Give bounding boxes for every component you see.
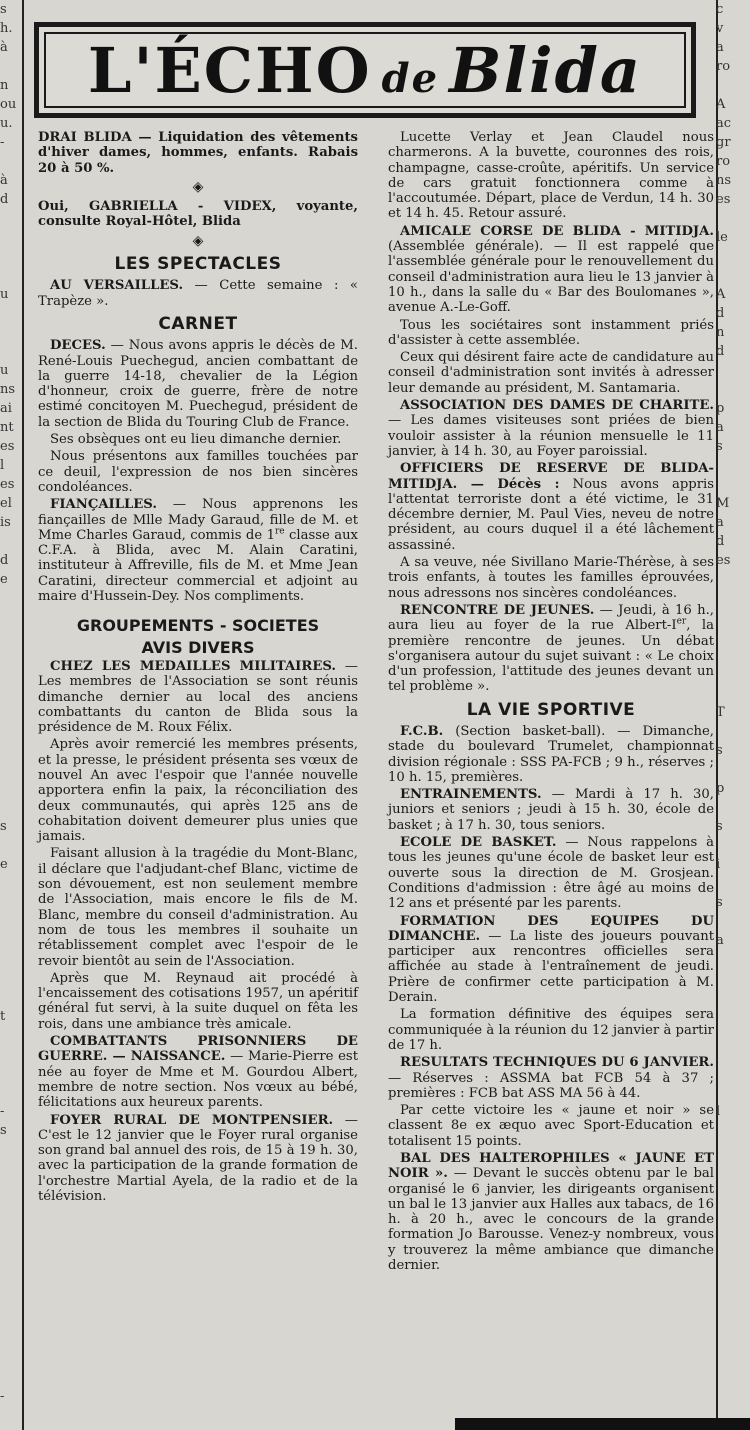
edge-fragment: d <box>0 553 9 568</box>
edge-fragment <box>716 627 750 646</box>
body: — Cette semaine : « Trapèze ». <box>38 278 358 309</box>
edge-fragment <box>0 532 22 551</box>
body: — Devant le succès obtenu par le bal organisé le 6 janvier, les dirigeants organisent un bal le 13 janvier aux Halles aux tabacs, de 16 h. à 20 h., avec le concours de la grande formation Jo Barousse. Venez-y nombreux, vous y trouverez la même ambiance que dimanche dernier. <box>388 1166 714 1274</box>
edge-fragment <box>716 361 750 380</box>
lead: AU VERSAILLES. <box>50 278 184 294</box>
edge-fragment: ou <box>0 97 17 112</box>
edge-fragment: T <box>716 705 725 720</box>
lead: ECOLE DE BASKET. <box>400 835 557 851</box>
edge-fragment <box>716 1330 750 1349</box>
edge-fragment <box>0 836 22 855</box>
edge-fragment <box>0 266 22 285</box>
left-adjacent-column-fragment <box>0 0 22 1430</box>
item-dames-charite <box>388 398 714 459</box>
edge-fragment <box>0 931 22 950</box>
right-adjacent-column-fragment <box>716 0 750 1430</box>
edge-fragment: u. <box>0 116 13 131</box>
edge-fragment: es <box>0 439 15 454</box>
edge-fragment: s <box>0 2 7 17</box>
item-prisonniers <box>38 1034 358 1110</box>
edge-fragment <box>0 684 22 703</box>
edge-fragment <box>0 1045 22 1064</box>
edge-fragment <box>716 76 750 95</box>
edge-fragment <box>716 760 750 779</box>
edge-fragment <box>0 722 22 741</box>
lead: FORMATION DES EQUIPES DU DIMANCHE. <box>388 913 714 944</box>
edge-fragment <box>0 1425 22 1430</box>
edge-fragment <box>716 950 750 969</box>
edge-fragment: e <box>0 857 8 872</box>
edge-fragment: ns <box>716 173 732 188</box>
edge-fragment <box>716 912 750 931</box>
item-amicale-corse <box>388 224 714 316</box>
edge-fragment <box>0 304 22 323</box>
masthead-title <box>88 34 642 107</box>
lead: F.C.B. <box>400 723 444 739</box>
body: — Les dames visiteuses sont priées de bien vouloir assister à la réunion mensuelle le 11 janvier, à 14 h. 30, au Foyer paroissial. <box>388 413 714 459</box>
edge-fragment <box>716 836 750 855</box>
edge-fragment <box>716 1292 750 1311</box>
edge-fragment <box>0 1178 22 1197</box>
edge-fragment <box>716 722 750 741</box>
edge-fragment: ac <box>716 116 732 131</box>
heading-avis-divers: AVIS DIVERS <box>141 637 255 657</box>
edge-fragment <box>716 1178 750 1197</box>
lead: BAL DES HALTEROPHILES « JAUNE ET NOIR ». <box>388 1151 714 1182</box>
edge-fragment <box>0 1292 22 1311</box>
edge-fragment: u <box>0 287 9 302</box>
ad-gabriella: Oui, GABRIELLA - VIDEX, voyante, consulte Royal-Hôtel, Blida <box>38 199 358 230</box>
edge-fragment <box>0 209 22 228</box>
item-deces <box>38 338 358 430</box>
edge-fragment <box>0 1064 22 1083</box>
lead: ASSOCIATION DES DAMES DE CHARITE. <box>400 398 714 414</box>
body: — La liste des joueurs pouvant participer aux rencontres officielles sera affichée au stade à l'entraînement de jeudi. Prière de confirmer cette participation à M. Derain. <box>388 928 714 1006</box>
edge-fragment: es <box>716 553 731 568</box>
heading-vie-sportive: LA VIE SPORTIVE <box>466 699 636 720</box>
masthead-city: Blida <box>449 33 643 107</box>
edge-fragment: s <box>716 743 723 758</box>
body: — Réserves : ASSMA bat FCB 54 à 37 ; premières : FCB bat ASS MA 56 à 44. <box>388 1070 714 1101</box>
edge-fragment: d <box>716 534 725 549</box>
edge-fragment <box>0 627 22 646</box>
masthead-de: de <box>381 54 440 102</box>
paragraph: A sa veuve, née Sivillano Marie-Thérèse, à ses trois enfants, à toutes les familles éprouvées, nous adressons nos sincères condoléances. <box>388 555 714 601</box>
edge-fragment <box>716 1254 750 1273</box>
column-left <box>38 130 358 1206</box>
body: — Les membres de l'Association se sont réunis dimanche dernier au local des anciens combattants du canton de Blida sous la présidence de M. Roux Félix. <box>38 658 358 736</box>
body: — Nous avons appris le décès de M. René-Louis Puechegud, ancien combattant de la guerre 14-18, chevalier de la Légion d'honneur, croix de guerre, frère de notre estimé concitoyen M. Puechegud, président de la section de Blida du Touring Club de France. <box>38 338 358 430</box>
edge-fragment: e <box>0 572 8 587</box>
edge-fragment <box>0 912 22 931</box>
body: — C'est le 12 janvier que le Foyer rural organise son grand bal annuel des rois, de 15 à 19 h. 30, avec la participation de la grande formation de l'orchestre Martial Ayela, de la radio et de la télévision. <box>38 1112 358 1204</box>
paragraph: La formation définitive des équipes sera communiquée à la réunion du 12 janvier à partir de 17 h. <box>388 1007 714 1053</box>
bottom-rule <box>455 1418 750 1430</box>
edge-fragment <box>716 1349 750 1368</box>
edge-fragment: a <box>716 420 724 435</box>
masthead-prefix: L'ÉCHO <box>87 33 372 107</box>
edge-fragment <box>0 1349 22 1368</box>
superscript: er <box>676 616 687 627</box>
item-fiancailles <box>38 497 358 604</box>
edge-fragment <box>0 646 22 665</box>
edge-fragment <box>0 1235 22 1254</box>
edge-fragment: - <box>0 1389 5 1404</box>
lead: RENCONTRE DE JEUNES. <box>400 602 595 618</box>
edge-fragment: el <box>0 496 12 511</box>
edge-fragment: - <box>0 135 5 150</box>
edge-fragment <box>0 950 22 969</box>
edge-fragment <box>716 1197 750 1216</box>
edge-fragment <box>716 1368 750 1387</box>
heading-spectacles: LES SPECTACLES <box>114 254 282 275</box>
edge-fragment <box>716 665 750 684</box>
edge-fragment: es <box>716 192 731 207</box>
lead: FOYER RURAL DE MONTPENSIER. <box>50 1112 334 1128</box>
lead: RESULTATS TECHNIQUES DU 6 JANVIER. <box>400 1055 714 1071</box>
paragraph: Nous présentons aux familles touchées par ce deuil, l'expression de nos bien sincères condoléances. <box>38 449 358 495</box>
edge-fragment: à <box>0 40 8 55</box>
edge-fragment: u <box>0 363 9 378</box>
edge-fragment: a <box>716 933 724 948</box>
edge-fragment <box>0 988 22 1007</box>
item-foyer-rural <box>38 1113 358 1205</box>
edge-fragment <box>716 1121 750 1140</box>
edge-fragment: p <box>716 781 725 796</box>
paragraph: Faisant allusion à la tragédie du Mont-Blanc, il déclare que l'adjudant-chef Blanc, victime de son dévouement, est non seulement membre de l'Association, mais encore le fils de M. Blanc, membre du conseil d'administration. Au nom de tous les membres il souhaite un rétablissement complet avec l'espoir de le revoir bientôt au sein de l'Association. <box>38 846 358 969</box>
edge-fragment <box>716 874 750 893</box>
paragraph: Après avoir remercié les membres présents, et la presse, le président présenta ses vœux de nouvel An avec l'espoir que l'année nouvelle apportera enfin la paix, la réconciliation des deux communautés, qui après 125 ans de cohabitation doivent demeurer plus unies que jamais. <box>38 737 358 845</box>
edge-fragment <box>0 1197 22 1216</box>
edge-fragment <box>0 323 22 342</box>
edge-fragment <box>0 969 22 988</box>
edge-fragment <box>0 760 22 779</box>
edge-fragment: l <box>716 1104 721 1119</box>
edge-fragment: A <box>716 97 726 112</box>
paragraph-foyer-continued: Lucette Verlay et Jean Claudel nous charmerons. A la buvette, couronnes des rois, champagne, casse-croûte, apéritifs. Un service de cars gratuit fonctionnera comme à l'accoutumée. Départ, place de Verdun, 14 h. 30 et 14 h. 45. Retour assuré. <box>388 130 714 222</box>
item-fcb <box>388 724 714 785</box>
item-ecole-basket <box>388 835 714 911</box>
edge-fragment <box>716 589 750 608</box>
edge-fragment <box>716 1216 750 1235</box>
item-resultats <box>388 1055 714 1101</box>
superscript: re <box>274 526 285 537</box>
edge-fragment: gr <box>716 135 731 150</box>
edge-fragment <box>716 1045 750 1064</box>
edge-fragment <box>0 1273 22 1292</box>
edge-fragment: ro <box>716 59 731 74</box>
edge-fragment <box>716 1064 750 1083</box>
edge-fragment: - <box>0 1104 5 1119</box>
edge-fragment <box>0 152 22 171</box>
edge-fragment <box>0 1140 22 1159</box>
edge-fragment: M <box>716 496 730 511</box>
edge-fragment <box>716 475 750 494</box>
edge-fragment: is <box>0 515 11 530</box>
edge-fragment: t <box>0 1009 6 1024</box>
edge-fragment <box>716 456 750 475</box>
edge-fragment: ro <box>716 154 731 169</box>
edge-fragment <box>0 1083 22 1102</box>
edge-fragment: s <box>716 819 723 834</box>
edge-fragment: s <box>0 1123 7 1138</box>
edge-fragment: s <box>0 819 7 834</box>
edge-fragment: n <box>716 325 725 340</box>
item-bal-halterophiles <box>388 1151 714 1273</box>
edge-fragment <box>716 1273 750 1292</box>
paragraph: Tous les sociétaires sont instamment priés d'assister à cette assemblée. <box>388 317 714 348</box>
edge-fragment <box>716 1235 750 1254</box>
edge-fragment: d <box>716 344 725 359</box>
edge-fragment: l <box>0 458 5 473</box>
edge-fragment <box>716 266 750 285</box>
edge-fragment <box>0 1330 22 1349</box>
edge-fragment: à <box>0 173 8 188</box>
edge-fragment <box>716 1140 750 1159</box>
paragraph: Ses obsèques ont eu lieu dimanche dernier. <box>50 432 342 448</box>
edge-fragment <box>0 608 22 627</box>
paragraph: Après que M. Reynaud ait procédé à l'encaissement des cotisations 1957, un apéritif général fut servi, à la suite duquel on fêta les rois, dans une ambiance très amicale. <box>38 970 358 1032</box>
column-right <box>388 130 714 1275</box>
edge-fragment <box>716 608 750 627</box>
edge-fragment <box>716 684 750 703</box>
edge-fragment <box>0 228 22 247</box>
body: (Assemblée générale). — Il est rappelé que l'assemblée générale pour le renouvellement du conseil d'administration aura lieu le 13 janvier à 10 h., dans la salle du « Bar des Boulomanes », avenue A.-Le-Goff. <box>388 239 714 316</box>
heading-groupements: GROUPEMENTS - SOCIETES <box>76 616 320 636</box>
lead: AMICALE CORSE DE BLIDA - MITIDJA. <box>400 223 714 239</box>
edge-fragment <box>716 380 750 399</box>
edge-fragment <box>0 1216 22 1235</box>
edge-fragment: h. <box>0 21 13 36</box>
body: — Jeudi, à 16 h., aura lieu au foyer de la rue Albert-I <box>388 602 714 634</box>
edge-fragment: ns <box>0 382 16 397</box>
edge-fragment <box>0 342 22 361</box>
item-officiers-reserve <box>388 461 714 553</box>
edge-fragment: d <box>0 192 9 207</box>
heading-carnet: CARNET <box>158 313 238 334</box>
edge-fragment <box>716 988 750 1007</box>
edge-fragment <box>716 209 750 228</box>
edge-fragment: i <box>716 857 721 872</box>
edge-fragment: s <box>716 439 723 454</box>
edge-fragment <box>0 703 22 722</box>
edge-fragment <box>0 1406 22 1425</box>
edge-fragment <box>0 1368 22 1387</box>
edge-fragment <box>716 969 750 988</box>
body: — Nous apprenons les fiançailles de Mlle Mady Garaud, fille de M. et Mme Charles Garaud, commis de 1 <box>38 497 358 543</box>
edge-fragment <box>0 57 22 76</box>
body: — Mardi à 17 h. 30, juniors et seniors ; jeudi à 15 h. 30, école de basket ; à 17 h. 30, tous seniors. <box>388 787 714 833</box>
lead: FIANÇAILLES. <box>50 497 157 513</box>
edge-fragment <box>0 893 22 912</box>
paragraph: Par cette victoire les « jaune et noir » se classent 8e ex æquo avec Sport-Education et totalisent 15 points. <box>388 1103 714 1149</box>
body: classe aux C.F.A. à Blida, avec M. Alain Caratini, instituteur à Affreville, fils de M. et Mme Jean Caratini, directeur commercial et adjoint au maire d'Hussein-Dey. Nos compliments. <box>38 527 358 605</box>
item-versailles <box>38 278 358 309</box>
diamond-separator: ◈ <box>192 232 204 249</box>
lead: COMBATTANTS PRISONNIERS DE GUERRE. — NAISSANCE. <box>38 1034 358 1065</box>
body: — Nous rappelons à tous les jeunes qu'une école de basket leur est ouverte sous la direction de M. Grosjean. Conditions d'admission : être âgé au moins de 12 ans et présenté par les parents. <box>388 835 714 912</box>
ad-drai-blida: DRAI BLIDA — Liquidation des vêtements d'hiver dames, hommes, enfants. Rabais 20 à 50 %. <box>38 130 358 176</box>
body: (Section basket-ball). — Dimanche, stade du boulevard Trumelet, championnat division régionale : SSS PA-FCB ; 9 h., réserves ; 10 h. 15, premières. <box>388 723 714 785</box>
edge-fragment: le <box>716 230 728 245</box>
edge-fragment <box>716 247 750 266</box>
edge-fragment <box>0 1254 22 1273</box>
edge-fragment <box>0 589 22 608</box>
edge-fragment <box>0 665 22 684</box>
item-entrainements <box>388 787 714 833</box>
lead: OFFICIERS DE RESERVE DE BLIDA-MITIDJA. — Décès : <box>388 461 714 492</box>
edge-fragment <box>0 874 22 893</box>
masthead <box>34 22 696 118</box>
edge-fragment: v <box>716 21 724 36</box>
edge-fragment <box>716 1083 750 1102</box>
body: — Marie-Pierre est née au foyer de Mme et M. Gourdou Albert, membre de notre section. Nos vœux au bébé, félicitations aux heureux parents. <box>38 1049 358 1111</box>
edge-fragment <box>0 798 22 817</box>
paragraph: Ceux qui désirent faire acte de candidature au conseil d'administration sont invités à adresser leur demande au président, M. Santamaria. <box>388 350 714 396</box>
left-column-rule <box>22 0 24 1430</box>
edge-fragment: a <box>716 515 724 530</box>
item-rencontre-jeunes <box>388 603 714 695</box>
edge-fragment: nt <box>0 420 14 435</box>
edge-fragment <box>716 798 750 817</box>
edge-fragment: n <box>0 78 9 93</box>
lead: DECES. <box>50 338 106 354</box>
edge-fragment <box>716 570 750 589</box>
edge-fragment <box>0 741 22 760</box>
edge-fragment: ai <box>0 401 12 416</box>
edge-fragment: es <box>0 477 15 492</box>
edge-fragment: s <box>716 895 723 910</box>
edge-fragment: c <box>716 2 724 17</box>
edge-fragment <box>716 646 750 665</box>
edge-fragment <box>716 1007 750 1026</box>
lead: ENTRAINEMENTS. <box>400 787 542 803</box>
edge-fragment <box>0 779 22 798</box>
edge-fragment <box>716 1387 750 1406</box>
item-formation-equipes <box>388 914 714 1006</box>
edge-fragment: a <box>716 40 724 55</box>
edge-fragment: p <box>716 401 725 416</box>
edge-fragment <box>716 1159 750 1178</box>
edge-fragment: d <box>716 306 725 321</box>
diamond-separator: ◈ <box>192 178 204 195</box>
body: , la première rencontre de jeunes. Un débat s'organisera autour du sujet suivant : « Le choix d'un profession, l'attitude des jeunes devant un tel problème ». <box>388 618 714 695</box>
edge-fragment: A <box>716 287 726 302</box>
edge-fragment <box>716 1026 750 1045</box>
body: Nous avons appris l'attentat terroriste dont a été victime, le 31 décembre dernier, M. Paul Vies, neveu de notre président, au cours duquel il a été lâchement assassiné. <box>388 476 714 553</box>
item-medailles <box>38 659 358 735</box>
edge-fragment <box>0 1026 22 1045</box>
edge-fragment <box>0 247 22 266</box>
lead: CHEZ LES MEDAILLES MILITAIRES. <box>50 658 337 674</box>
edge-fragment <box>0 1311 22 1330</box>
edge-fragment <box>716 1311 750 1330</box>
edge-fragment <box>0 1159 22 1178</box>
